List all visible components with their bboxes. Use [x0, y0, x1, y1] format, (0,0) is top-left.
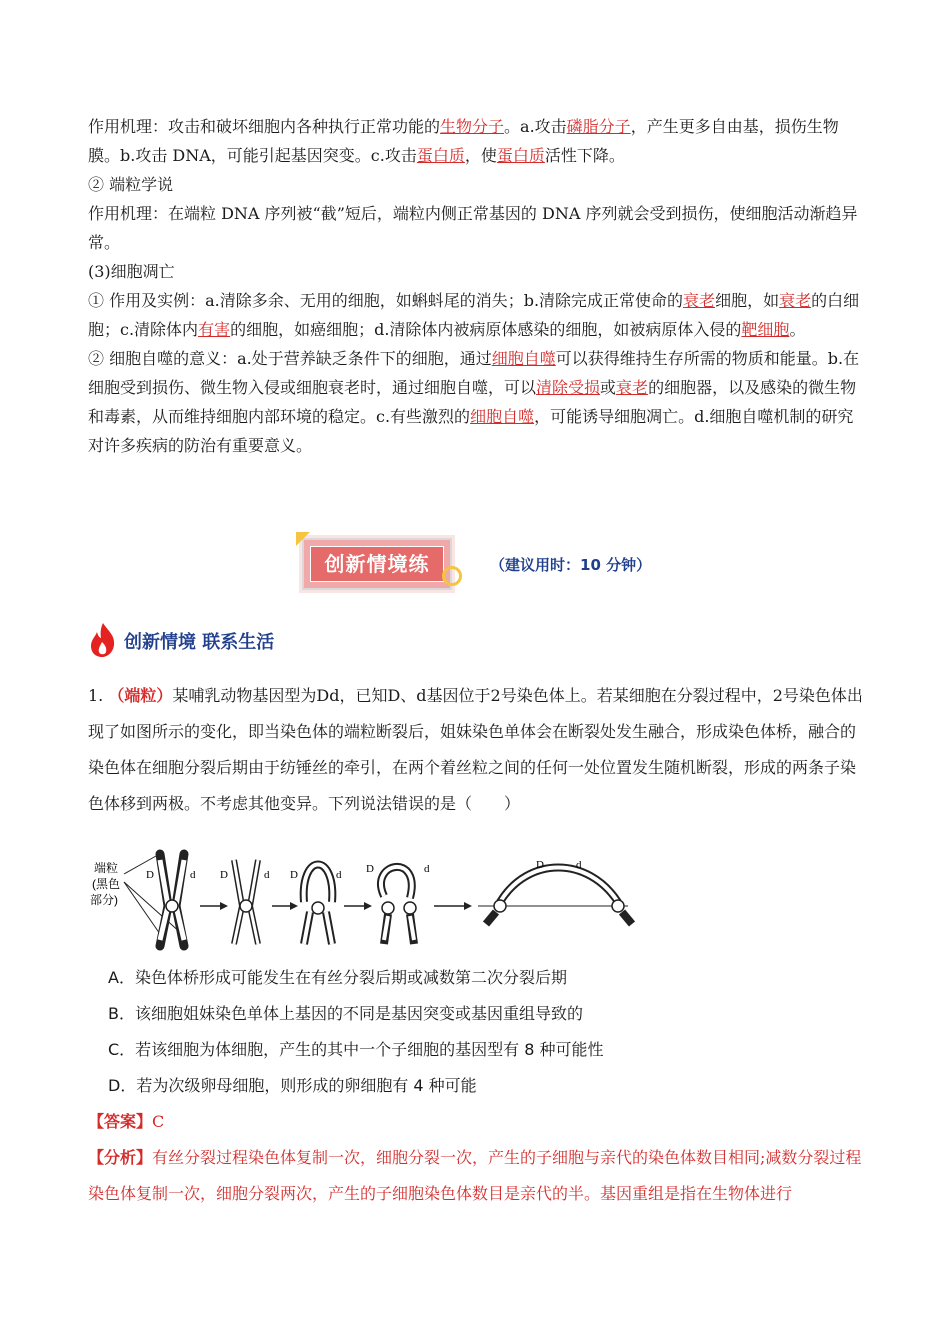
chromosome-stage-2 [220, 860, 270, 944]
option-a[interactable]: A．染色体桥形成可能发生在有丝分裂后期或减数第二次分裂后期 [108, 968, 567, 987]
svg-text:d: d [424, 863, 430, 875]
answer-value: C [152, 1112, 165, 1131]
svg-text:D: D [220, 869, 228, 881]
svg-text:d: d [576, 859, 582, 871]
section-title: 创新情境 联系生活 [124, 632, 275, 653]
chromosome-stage-4 [366, 863, 430, 944]
highlight-text: 磷脂分子 [566, 117, 631, 136]
text: ，使 [464, 146, 497, 165]
question-number: 1. [88, 686, 104, 705]
svg-text:d: d [336, 869, 342, 881]
svg-text:D: D [536, 859, 544, 871]
paragraph-telomere: 作用机理：在端粒 DNA 序列被“截”短后，端粒内侧正常基因的 DNA 序列就会受到损伤，使细胞活动渐趋异常。 [88, 204, 858, 252]
paragraph-apoptosis-heading: (3)细胞凋亡 [88, 262, 175, 281]
practice-banner [296, 532, 676, 596]
option-d[interactable]: D．若为次级卵母细胞，则形成的卵细胞有 4 种可能 [108, 1076, 477, 1095]
question-text: 某哺乳动物基因型为Dd，已知D、d基因位于2号染色体上。若某细胞在分裂过程中，2号染色体出现了如图所示的变化，即当染色体的端粒断裂后，姐妹染色单体会在断裂处发生融合，形成染色体桥，融合的染色体在细胞分裂后期由于纺锤丝的牵引，在两个着丝粒之间的任何一处位置发生随机断裂，形成的两条子染色体移到两极。不考虑其他变异。下列说法错误的是（ ） [88, 686, 863, 813]
question-stem [88, 678, 868, 822]
answer-label: 【答案】 [88, 1112, 153, 1131]
options-list [108, 960, 868, 1104]
chromosome-stage-3 [290, 865, 342, 945]
ring-icon [442, 566, 462, 586]
flag-icon [296, 532, 310, 546]
highlight-text: 靶细胞 [741, 320, 790, 339]
highlight-text: 有害 [198, 320, 231, 339]
text: 的白细胞；c.清除体内 [88, 291, 860, 339]
text: 的细胞，如癌细胞；d.清除体内被病原体感染的细胞，如被病原体入侵的 [230, 320, 742, 339]
text: 可以获得维持生存所需的物质和能量。b.在细胞受到损伤、微生物入侵或细胞衰老时，通过细胞自噬，可以 [88, 349, 860, 397]
question-1 [88, 678, 868, 822]
svg-text:D: D [290, 869, 298, 881]
paragraph-autophagy [88, 344, 868, 460]
main-content [88, 112, 868, 460]
analysis-label: 【分析】 [88, 1148, 153, 1167]
highlight-text: 衰老 [779, 291, 812, 310]
paragraph-telomere-heading: ② 端粒学说 [88, 175, 174, 194]
gene-label-D: D [146, 869, 154, 881]
answer-line [88, 1104, 868, 1140]
figure-label-black: (黑色 [92, 877, 120, 891]
paragraph-apoptosis [88, 286, 868, 344]
banner-box [302, 538, 452, 590]
time-hint: （建议用时：10 分钟） [490, 556, 652, 574]
chromosome-stage-1 [146, 854, 196, 946]
flame-icon [88, 622, 118, 658]
svg-text:d: d [264, 869, 270, 881]
text: 的细胞器，以及感染的微生物和毒素，从而维持细胞内部环境的稳定。c.有些激烈的 [88, 378, 857, 426]
text: 活性下降。 [544, 146, 625, 165]
text: ① 作用及实例：a.清除多余、无用的细胞，如蝌蚪尾的消失；b.清除完成正常使命的 [88, 291, 684, 310]
text: 作用机理：攻击和破坏细胞内各种执行正常功能的 [88, 117, 441, 136]
highlight-text: 清除受损 [536, 378, 601, 397]
text: ，产生更多自由基，损伤生物膜。b.攻击 DNA，可能引起基因突变。c.攻击 [88, 117, 839, 165]
svg-text:D: D [366, 863, 374, 875]
highlight-text: 蛋白质 [496, 146, 545, 165]
answer-block [88, 1104, 868, 1212]
paragraph-mechanism [88, 112, 868, 170]
banner-title: 创新情境练 [310, 546, 444, 582]
text: 。a.攻击 [504, 117, 567, 136]
option-c[interactable]: C．若该细胞为体细胞，产生的其中一个子细胞的基因型有 8 种可能性 [108, 1040, 604, 1059]
figure-label-part: 部分) [90, 893, 118, 907]
text: 细胞，如 [715, 291, 780, 310]
highlight-text: 蛋白质 [416, 146, 465, 165]
gene-label-d: d [190, 869, 196, 881]
chromosome-stage-5 [478, 859, 632, 924]
highlight-text: 生物分子 [440, 117, 505, 136]
analysis-line [88, 1140, 868, 1212]
chromosome-bridge-figure [88, 842, 648, 952]
highlight-text: 细胞自噬 [491, 349, 556, 368]
text: 或 [600, 378, 617, 397]
question-tag: （端粒） [108, 686, 173, 705]
highlight-text: 衰老 [616, 378, 649, 397]
highlight-text: 衰老 [683, 291, 716, 310]
text: ② 细胞自噬的意义：a.处于营养缺乏条件下的细胞，通过 [88, 349, 492, 368]
highlight-text: 细胞自噬 [470, 407, 535, 426]
analysis-text: 有丝分裂过程染色体复制一次，细胞分裂一次，产生的子细胞与亲代的染色体数目相同;减数分裂过程染色体复制一次，细胞分裂两次，产生的子细胞染色体数目是亲代的半。基因重组是指在生物体进行 [88, 1148, 862, 1203]
text: ，可能诱导细胞凋亡。d.细胞自噬机制的研究对许多疾病的防治有重要意义。 [88, 407, 854, 455]
figure-label-telomere: 端粒 [94, 861, 119, 875]
option-b[interactable]: B．该细胞姐妹染色单体上基因的不同是基因突变或基因重组导致的 [108, 1004, 583, 1023]
text: 。 [789, 320, 806, 339]
